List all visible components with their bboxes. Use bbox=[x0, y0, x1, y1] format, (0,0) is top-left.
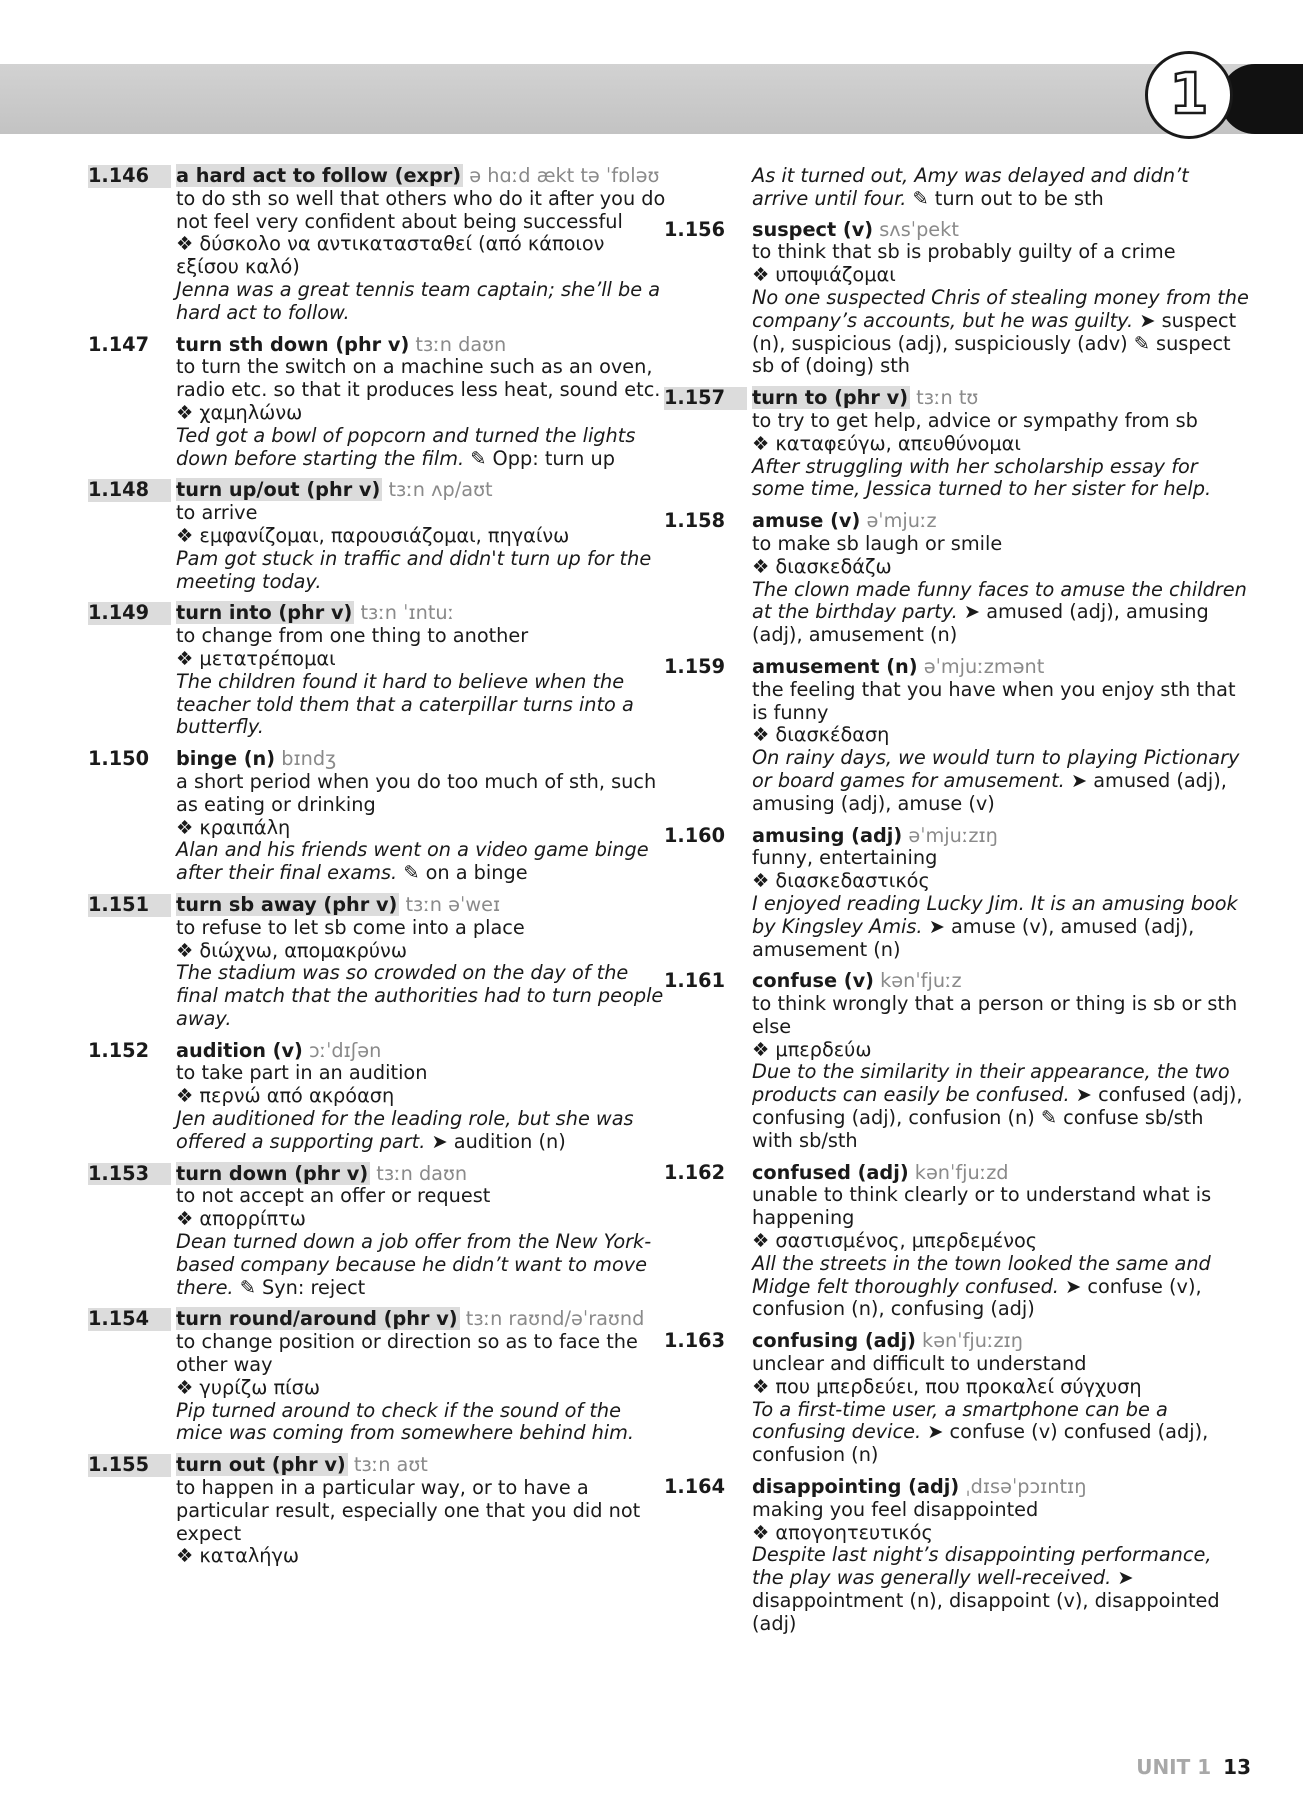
greek-translation: ❖ σαστισμένος, μπερδεμένος bbox=[752, 1230, 1249, 1253]
example-sentence: Despite last night’s disappointing performance, the play was generally well-received. bbox=[752, 1543, 1212, 1590]
greek-translation: ❖ υποψιάζομαι bbox=[752, 264, 1249, 287]
example-block bbox=[752, 1253, 1249, 1321]
headword: turn into (phr v) bbox=[176, 601, 353, 625]
example-sentence: Jen auditioned for the leading role, but she was offered a supporting part. bbox=[176, 1107, 634, 1153]
example-sentence: Jenna was a great tennis team captain; she’ll be a hard act to follow. bbox=[176, 277, 661, 324]
entry-1-147 bbox=[88, 334, 673, 471]
entry-number: 1.155 bbox=[88, 1454, 171, 1477]
pronunciation: tɜːn əˈweɪ bbox=[405, 892, 501, 916]
entry-number: 1.160 bbox=[664, 823, 725, 847]
definition: to change from one thing to another bbox=[176, 624, 529, 648]
pronunciation: sʌsˈpekt bbox=[879, 217, 959, 241]
example-block bbox=[176, 279, 673, 325]
entry-headword-line bbox=[752, 970, 1249, 993]
entry-number: 1.161 bbox=[664, 969, 725, 993]
definition: funny, entertaining bbox=[752, 846, 938, 870]
entry-number: 1.156 bbox=[664, 217, 725, 241]
example-block bbox=[752, 579, 1249, 647]
greek-translation: ❖ εμφανίζομαι, παρουσιάζομαι, πηγαίνω bbox=[176, 525, 673, 548]
related-forms: ✎ Syn: reject bbox=[239, 1275, 366, 1299]
headword: binge (n) bbox=[176, 747, 276, 771]
greek-translation: ❖ περνώ από ακρόαση bbox=[176, 1085, 673, 1108]
example-block bbox=[176, 1108, 673, 1154]
entry-headword-line bbox=[176, 894, 673, 917]
entry-headword-line bbox=[176, 1308, 673, 1331]
example-block bbox=[752, 1399, 1249, 1467]
entry-headword-line bbox=[752, 1330, 1249, 1353]
pronunciation: tɜːn raʊnd/əˈraʊnd bbox=[465, 1307, 645, 1331]
pronunciation: kənˈfjuːzɪŋ bbox=[922, 1329, 1023, 1353]
entry-headword-line bbox=[176, 602, 673, 625]
greek-translation: ❖ διασκέδαση bbox=[752, 724, 1249, 747]
entry-1-161 bbox=[664, 970, 1249, 1152]
definition: to not accept an offer or request bbox=[176, 1184, 491, 1208]
entry-headword-line bbox=[176, 748, 673, 771]
related-forms: ➤ disappointment (n), disappoint (v), disappointed (adj) bbox=[752, 1566, 1220, 1635]
example-block bbox=[176, 548, 673, 594]
entry-1-152 bbox=[88, 1040, 673, 1154]
entry-1-150 bbox=[88, 748, 673, 885]
related-forms: ➤ confuse (v) confused (adj), confusion (n) bbox=[752, 1420, 1209, 1467]
entry-1-162 bbox=[664, 1162, 1249, 1322]
entry-headword-line bbox=[176, 1040, 673, 1063]
pronunciation: kənˈfjuːzd bbox=[914, 1160, 1009, 1184]
definition: unable to think clearly or to understand what is happening bbox=[752, 1183, 1212, 1230]
greek-translation: ❖ καταλήγω bbox=[176, 1545, 673, 1568]
pronunciation: tɜːn ˈɪntuː bbox=[360, 601, 455, 625]
greek-translation: ❖ διασκεδάζω bbox=[752, 556, 1249, 579]
related-forms: ➤ confuse (v), confusion (n), confusing (adj) bbox=[752, 1274, 1202, 1321]
entry-number: 1.148 bbox=[88, 479, 171, 502]
definition: to think wrongly that a person or thing is sb or sth else bbox=[752, 992, 1238, 1038]
page-number: 13 bbox=[1223, 1755, 1251, 1779]
entry-number: 1.158 bbox=[664, 509, 725, 533]
definition: to make sb laugh or smile bbox=[752, 531, 1003, 555]
headword: amusing (adj) bbox=[752, 823, 903, 847]
example-block bbox=[752, 287, 1249, 378]
entry-headword-line bbox=[176, 1163, 673, 1186]
unit-label: UNIT 1 bbox=[1136, 1755, 1212, 1779]
continued-entry bbox=[664, 165, 1249, 211]
unit-number-badge: 1 bbox=[1145, 51, 1233, 139]
headword: suspect (v) bbox=[752, 217, 874, 241]
headword: amusement (n) bbox=[752, 654, 918, 678]
headword: amuse (v) bbox=[752, 509, 861, 533]
headword: disappointing (adj) bbox=[752, 1475, 960, 1499]
example-block bbox=[176, 671, 673, 739]
example-sentence: The clown made funny faces to amuse the children at the birthday party. bbox=[752, 577, 1247, 624]
headword: confusing (adj) bbox=[752, 1329, 916, 1353]
example-sentence: Due to the similarity in their appearance, the two products can easily be confused. bbox=[752, 1060, 1230, 1107]
header-bar bbox=[0, 64, 1303, 134]
entry-number: 1.154 bbox=[88, 1308, 171, 1331]
pronunciation: əˈmjuːzɪŋ bbox=[908, 823, 998, 847]
example-block bbox=[176, 425, 673, 471]
related-forms: ➤ amuse (v), amused (adj), amusement (n) bbox=[752, 914, 1195, 961]
entry-1-155 bbox=[88, 1454, 673, 1568]
entry-number: 1.152 bbox=[88, 1038, 149, 1062]
entry-headword-line bbox=[752, 825, 1249, 848]
entry-headword-line bbox=[176, 1454, 673, 1477]
entry-1-148 bbox=[88, 479, 673, 593]
entry-1-151 bbox=[88, 894, 673, 1031]
definition: to try to get help, advice or sympathy from sb bbox=[752, 408, 1198, 432]
greek-translation: ❖ κραιπάλη bbox=[176, 817, 673, 840]
greek-translation: ❖ απογοητευτικός bbox=[752, 1522, 1249, 1545]
pronunciation: tɜːn ʌp/aʊt bbox=[388, 478, 493, 502]
entry-number: 1.163 bbox=[664, 1329, 725, 1353]
definition: unclear and difficult to understand bbox=[752, 1352, 1087, 1376]
example-sentence: Dean turned down a job offer from the New York-based company because he didn’t want to move there. bbox=[176, 1230, 652, 1299]
example-block bbox=[176, 1400, 673, 1446]
greek-translation: ❖ διώχνω, απομακρύνω bbox=[176, 940, 673, 963]
note: ✎ turn out to be sth bbox=[912, 186, 1104, 210]
entry-number: 1.151 bbox=[88, 894, 171, 917]
greek-translation: ❖ που μπερδεύει, που προκαλεί σύγχυση bbox=[752, 1376, 1249, 1399]
entry-1-153 bbox=[88, 1163, 673, 1300]
pronunciation: ɔːˈdɪʃən bbox=[309, 1038, 382, 1062]
entry-headword-line bbox=[752, 1162, 1249, 1185]
headword: turn out (phr v) bbox=[176, 1453, 346, 1477]
definition: to think that sb is probably guilty of a crime bbox=[752, 240, 1176, 264]
example-sentence: No one suspected Chris of stealing money from the company’s accounts, but he was guilty. bbox=[752, 285, 1249, 332]
greek-translation: ❖ διασκεδαστικός bbox=[752, 870, 1249, 893]
headword: confused (adj) bbox=[752, 1160, 909, 1184]
page-footer bbox=[1136, 1755, 1251, 1779]
entry-1-146 bbox=[88, 165, 673, 325]
greek-translation: ❖ δύσκολο να αντικατασταθεί (από κάποιον εξίσου καλό) bbox=[176, 233, 673, 279]
example-sentence: On rainy days, we would turn to playing Pictionary or board games for amusement. bbox=[752, 746, 1240, 792]
greek-translation: ❖ καταφεύγω, απευθύνομαι bbox=[752, 433, 1249, 456]
headword: turn sth down (phr v) bbox=[176, 332, 410, 356]
related-forms: ➤ audition (n) bbox=[431, 1129, 566, 1153]
definition: to change position or direction so as to face the other way bbox=[176, 1330, 638, 1377]
entry-1-159 bbox=[664, 656, 1249, 816]
entry-1-156 bbox=[664, 219, 1249, 379]
entry-1-164 bbox=[664, 1476, 1249, 1636]
entry-headword-line bbox=[176, 165, 673, 188]
headword: turn up/out (phr v) bbox=[176, 478, 381, 502]
entry-headword-line bbox=[752, 1476, 1249, 1499]
definition: to do sth so well that others who do it after you do not feel very confident about being successful bbox=[176, 186, 666, 233]
right-column bbox=[664, 165, 1249, 1645]
headword: confuse (v) bbox=[752, 969, 874, 993]
related-forms: ➤ amused (adj), amusing (adj), amusement (n) bbox=[752, 600, 1209, 647]
greek-translation: ❖ γυρίζω πίσω bbox=[176, 1377, 673, 1400]
example-sentence: To a first-time user, a smartphone can be a confusing device. bbox=[752, 1397, 1168, 1444]
example-sentence: As it turned out, Amy was delayed and didn’t arrive until four. bbox=[752, 164, 1189, 210]
example-sentence: After struggling with her scholarship essay for some time, Jessica turned to her sister for help. bbox=[752, 454, 1212, 501]
example-sentence: I enjoyed reading Lucky Jim. It is an amusing book by Kingsley Amis. bbox=[752, 891, 1238, 938]
entry-number: 1.153 bbox=[88, 1163, 171, 1186]
entry-1-149 bbox=[88, 602, 673, 739]
example-sentence: Pip turned around to check if the sound of the mice was coming from somewhere behind him. bbox=[176, 1398, 635, 1445]
greek-translation: ❖ μπερδεύω bbox=[752, 1039, 1249, 1062]
headword: a hard act to follow (expr) bbox=[176, 164, 462, 187]
definition: to refuse to let sb come into a place bbox=[176, 915, 525, 939]
entry-number: 1.150 bbox=[88, 747, 149, 771]
greek-translation: ❖ απορρίπτω bbox=[176, 1208, 673, 1231]
definition: to turn the switch on a machine such as an oven, radio etc. so that it produces less heat, sound etc. bbox=[176, 355, 661, 402]
example-sentence: Pam got stuck in traffic and didn't turn up for the meeting today. bbox=[176, 546, 652, 593]
headword: turn down (phr v) bbox=[176, 1161, 369, 1185]
example-sentence: The stadium was so crowded on the day of the final match that the authorities had to turn people away. bbox=[176, 961, 664, 1030]
example-sentence: Alan and his friends went on a video game binge after their final exams. bbox=[176, 838, 649, 885]
example-sentence: The children found it hard to believe when the teacher told them that a caterpillar turns into a butterfly. bbox=[176, 669, 634, 739]
definition: a short period when you do too much of sth, such as eating or drinking bbox=[176, 769, 657, 816]
related-forms: ➤ suspect (n), suspicious (adj), suspiciously (adv) ✎ suspect sb of (doing) sth bbox=[752, 308, 1237, 378]
entry-number: 1.147 bbox=[88, 332, 149, 356]
example-block bbox=[176, 1231, 673, 1299]
pronunciation: bɪndʒ bbox=[281, 747, 337, 771]
entry-headword-line bbox=[752, 219, 1249, 242]
related-forms: ✎ Opp: turn up bbox=[470, 446, 615, 470]
example-block bbox=[752, 893, 1249, 961]
pronunciation: əˈmjuːz bbox=[866, 509, 937, 533]
entry-number: 1.146 bbox=[88, 165, 171, 188]
related-forms: ➤ confused (adj), confusing (adj), confusion (n) ✎ confuse sb/sth with sb/sth bbox=[752, 1083, 1243, 1152]
definition: making you feel disappointed bbox=[752, 1497, 1039, 1521]
entry-headword-line bbox=[176, 334, 673, 357]
entry-1-160 bbox=[664, 825, 1249, 962]
definition: to happen in a particular way, or to have a particular result, especially one that you did not expect bbox=[176, 1476, 641, 1545]
example-block bbox=[752, 1061, 1249, 1152]
example-block bbox=[752, 1544, 1249, 1635]
left-column bbox=[88, 165, 673, 1577]
entry-number: 1.162 bbox=[664, 1160, 725, 1184]
pronunciation: tɜːn daʊn bbox=[376, 1161, 468, 1185]
entry-1-157 bbox=[664, 387, 1249, 501]
headword: turn sb away (phr v) bbox=[176, 892, 398, 916]
example-block bbox=[752, 747, 1249, 815]
related-forms: ➤ amused (adj), amusing (adj), amuse (v) bbox=[752, 768, 1227, 815]
entry-number: 1.149 bbox=[88, 602, 171, 625]
pronunciation: tɜːn aʊt bbox=[353, 1453, 428, 1477]
entry-number: 1.157 bbox=[664, 387, 747, 410]
definition: to take part in an audition bbox=[176, 1061, 428, 1085]
example-sentence: Ted got a bowl of popcorn and turned the lights down before starting the film. bbox=[176, 423, 636, 470]
headword: turn to (phr v) bbox=[752, 386, 909, 410]
pronunciation: tɜːn tʊ bbox=[916, 386, 979, 410]
headword: turn round/around (phr v) bbox=[176, 1307, 458, 1331]
entry-1-163 bbox=[664, 1330, 1249, 1467]
headword: audition (v) bbox=[176, 1038, 303, 1062]
definition: the feeling that you have when you enjoy sth that is funny bbox=[752, 677, 1236, 724]
entry-headword-line bbox=[176, 479, 673, 502]
pronunciation: ə hɑːd ækt tə ˈfɒləʊ bbox=[469, 164, 660, 187]
pronunciation: kənˈfjuːz bbox=[880, 969, 962, 993]
entry-headword-line bbox=[752, 510, 1249, 533]
entry-number: 1.159 bbox=[664, 654, 725, 678]
greek-translation: ❖ μετατρέπομαι bbox=[176, 648, 673, 671]
entry-headword-line bbox=[752, 656, 1249, 679]
pronunciation: ˌdɪsəˈpɔɪntɪŋ bbox=[965, 1475, 1087, 1499]
entry-1-154 bbox=[88, 1308, 673, 1445]
example-block bbox=[176, 962, 673, 1030]
entry-headword-line bbox=[752, 387, 1249, 410]
example-block bbox=[176, 839, 673, 885]
entry-1-158 bbox=[664, 510, 1249, 647]
definition: to arrive bbox=[176, 501, 258, 525]
entry-number: 1.164 bbox=[664, 1475, 725, 1499]
example-sentence: All the streets in the town looked the same and Midge felt thoroughly confused. bbox=[752, 1251, 1211, 1298]
pronunciation: əˈmjuːzmənt bbox=[923, 654, 1045, 678]
example-block bbox=[752, 456, 1249, 502]
pronunciation: tɜːn daʊn bbox=[415, 332, 507, 356]
greek-translation: ❖ χαμηλώνω bbox=[176, 402, 673, 425]
related-forms: ✎ on a binge bbox=[403, 861, 528, 885]
